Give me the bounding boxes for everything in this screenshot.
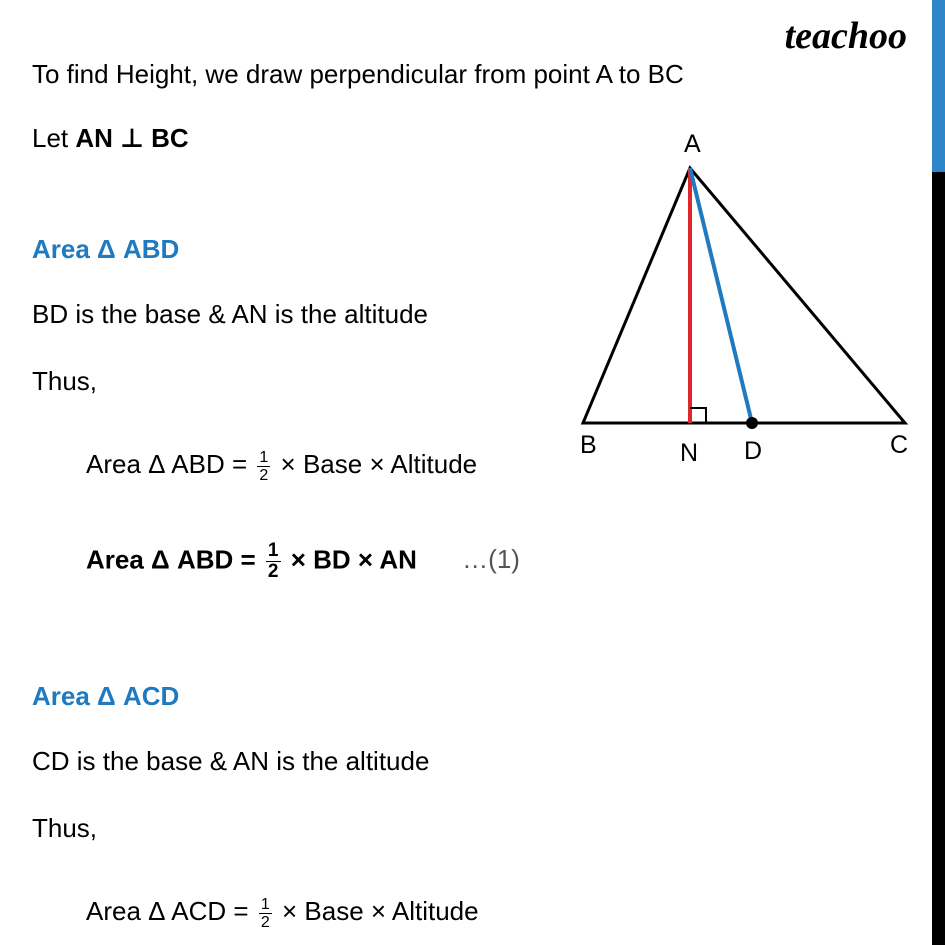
eq3-right: × Base × Altitude <box>281 896 479 926</box>
equation-ref-1: …(1) <box>462 544 520 575</box>
heading-area-abd: Area Δ ABD <box>32 234 180 264</box>
point-d-dot <box>746 417 758 429</box>
label-d: D <box>744 437 763 465</box>
eq2-left: Area Δ ABD = <box>86 544 256 575</box>
heading-area-acd: Area Δ ACD <box>32 681 180 711</box>
fraction-half: $\frac{1}{2}$ <box>259 448 269 484</box>
right-angle-mark <box>690 408 706 423</box>
let-prefix: Let <box>32 123 76 153</box>
label-n: N <box>680 439 699 467</box>
label-a: A <box>684 130 701 158</box>
eq1-left: Area Δ ABD = <box>86 449 248 479</box>
fraction-half-2: $\frac{1}{2}$ <box>260 895 270 931</box>
scrollbar-thumb[interactable] <box>932 0 945 172</box>
abd-base-text: BD is the base & AN is the altitude <box>32 299 428 329</box>
thus-text-2: Thus, <box>32 813 98 843</box>
eq3-left: Area Δ ACD = <box>86 896 249 926</box>
label-c: C <box>890 431 909 459</box>
thus-text-1: Thus, <box>32 366 98 396</box>
teachoo-logo: teachoo <box>784 15 907 57</box>
intro-text: To find Height, we draw perpendicular from point A to BC <box>32 59 684 89</box>
acd-base-text: CD is the base & AN is the altitude <box>32 746 430 776</box>
perpendicular-statement: AN ⊥ BC <box>75 123 189 153</box>
fraction-half-bold: $\frac{1}{2}$ <box>267 540 279 582</box>
eq1-right: × Base × Altitude <box>280 449 478 479</box>
eq2-right: × BD × AN <box>290 544 417 575</box>
label-b: B <box>580 431 597 459</box>
